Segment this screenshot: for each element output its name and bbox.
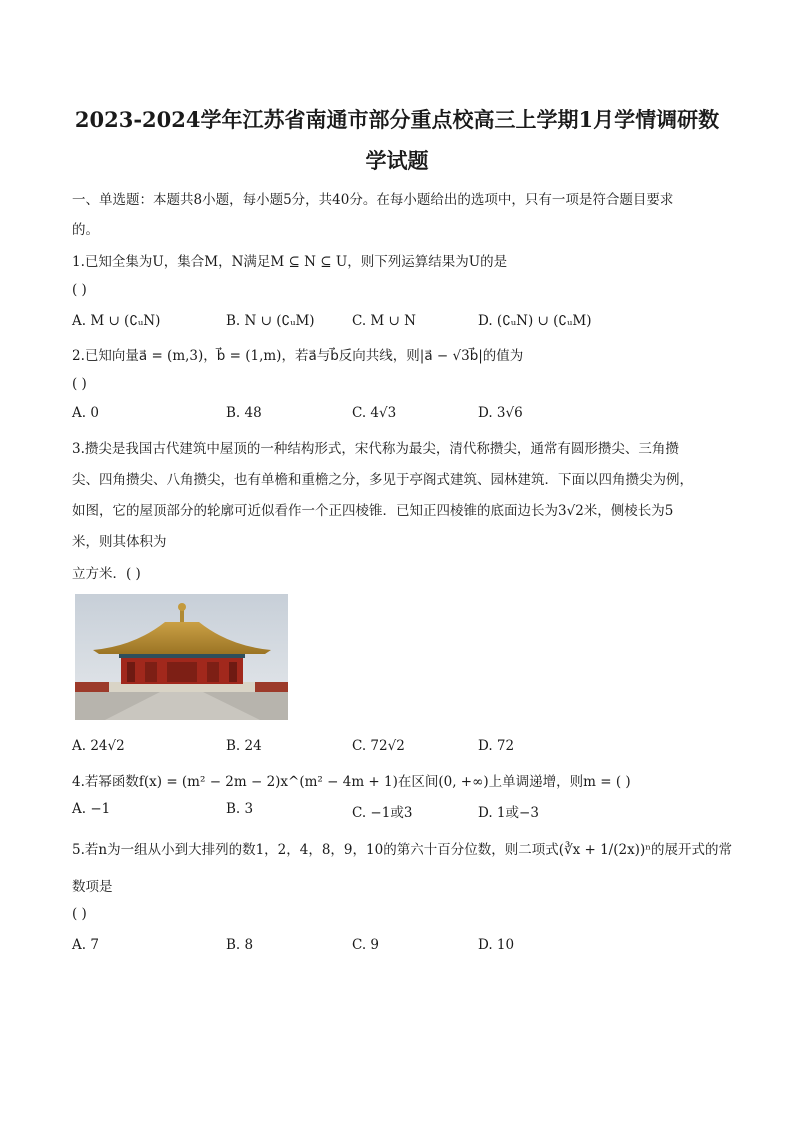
q5-option-d: D. 10	[478, 937, 515, 953]
q5-option-b: B. 8	[226, 937, 254, 953]
q5-line2: 数项是	[72, 879, 113, 895]
q3-line4: 米，则其体积为	[72, 534, 167, 550]
q4-option-a: A. −1	[72, 801, 111, 817]
q2-paren: ( )	[72, 376, 87, 392]
q2-option-b: B. 48	[226, 405, 262, 421]
q1-option-a: A. M ∪ (∁ᵤN)	[72, 313, 161, 329]
q4-option-b: B. 3	[226, 801, 254, 817]
exam-title-line2: 学试题	[365, 148, 429, 173]
q2-option-d: D. 3√6	[478, 405, 523, 421]
q1-option-c: C. M ∪ N	[352, 313, 416, 329]
section-header-line2: 的。	[72, 222, 99, 238]
section-header-line1: 一、单选题：本题共8小题，每小题5分，共40分。在每小题给出的选项中，只有一项是符合题目要求	[72, 192, 674, 208]
q3-option-d: D. 72	[478, 738, 515, 754]
q2-option-c: C. 4√3	[352, 405, 397, 421]
q3-option-c: C. 72√2	[352, 738, 405, 754]
q5-option-a: A. 7	[72, 937, 99, 953]
q3-line2: 尖、四角攒尖、八角攒尖，也有单檐和重檐之分，多见于亭阁式建筑、园林建筑．下面以四角攒尖为例，	[72, 472, 693, 488]
q3-option-b: B. 24	[226, 738, 262, 754]
q2-text: 2.已知向量a⃗ = (m,3)，b⃗ = (1,m)，若a⃗与b⃗反向共线，则|a⃗ − √3b⃗|的值为	[72, 348, 524, 364]
q1-paren: ( )	[72, 282, 87, 298]
q1-text: 1.已知全集为U，集合M，N满足M ⊆ N ⊆ U，则下列运算结果为U的是	[72, 254, 508, 270]
q3-line1: 3.攒尖是我国古代建筑中屋顶的一种结构形式，宋代称为最尖，清代称攒尖，通常有圆形攒尖、三角攒	[72, 441, 679, 457]
q5-option-c: C. 9	[352, 937, 380, 953]
q5-line1: 5.若n为一组从小到大排列的数1，2，4，8，9，10的第六十百分位数，则二项式(∛x + 1/(2x))ⁿ的展开式的常	[72, 842, 733, 858]
q2-option-a: A. 0	[72, 405, 99, 421]
q5-paren: ( )	[72, 906, 87, 922]
q3-line5: 立方米．( )	[72, 566, 141, 582]
q1-option-b: B. N ∪ (∁ᵤM)	[226, 313, 315, 329]
q4-option-c: C. −1或3	[352, 805, 413, 821]
q3-line3: 如图，它的屋顶部分的轮廓可近似看作一个正四棱锥．已知正四棱锥的底面边长为3√2米，侧棱长为5	[72, 503, 674, 519]
q4-option-d: D. 1或−3	[478, 805, 539, 821]
exam-title-line1: 2023-2024学年江苏省南通市部分重点校高三上学期1月学情调研数	[74, 107, 720, 132]
q4-text: 4.若幂函数f(x) = (m² − 2m − 2)x^(m² − 4m + 1)在区间(0, +∞)上单调递增，则m = ( )	[72, 774, 631, 790]
q3-option-a: A. 24√2	[72, 738, 125, 754]
pavilion-photo	[75, 594, 288, 720]
q1-option-d: D. (∁ᵤN) ∪ (∁ᵤM)	[478, 313, 592, 329]
